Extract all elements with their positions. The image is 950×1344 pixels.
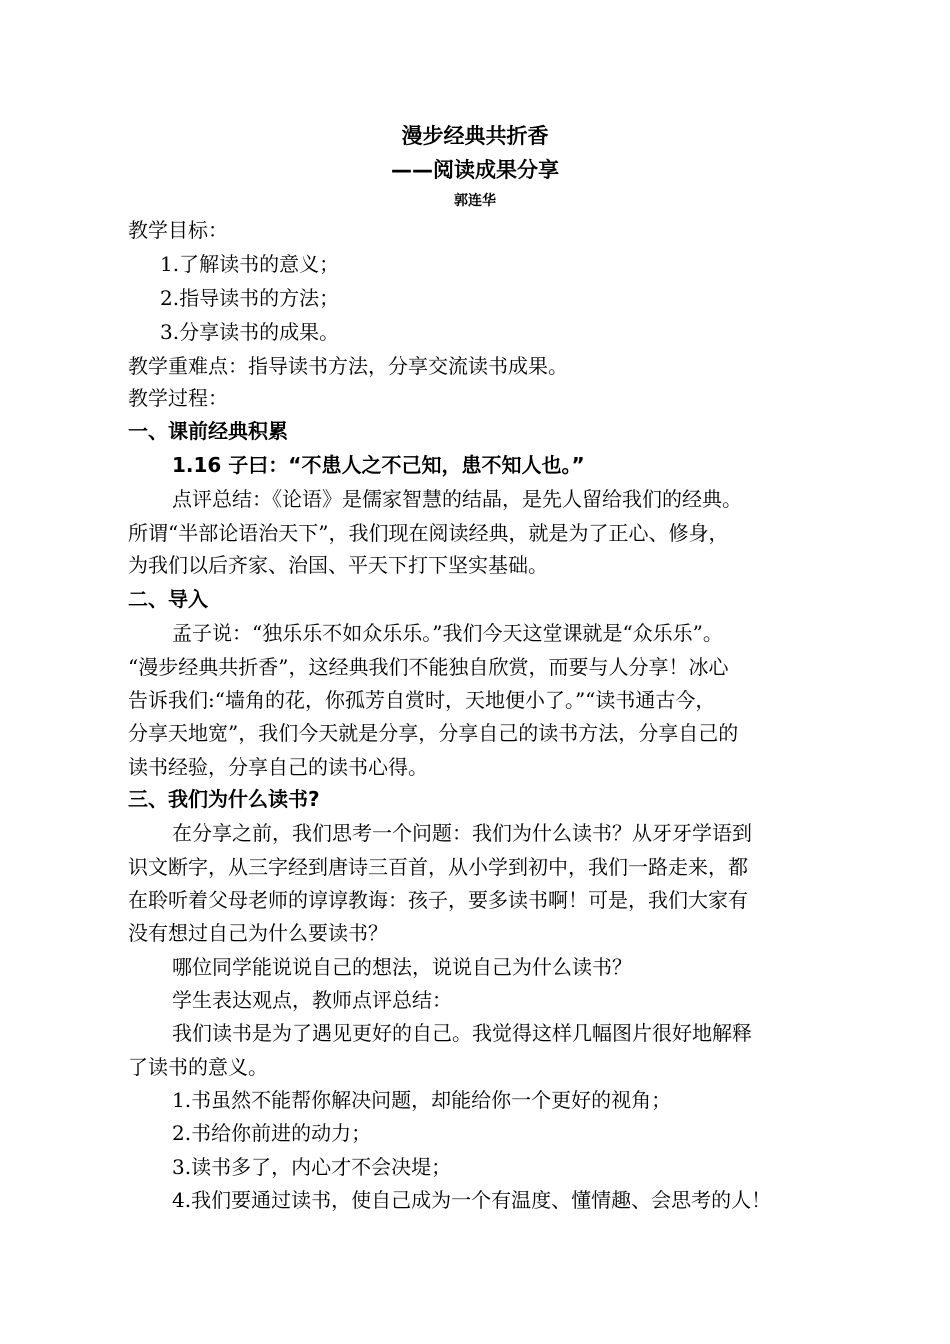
paragraph-line: 哪位同学能说说自己的想法，说说自己为什么读书？	[172, 955, 632, 979]
paragraph-line: 读书经验，分享自己的读书心得。	[128, 755, 428, 779]
paragraph-line: 了读书的意义。	[128, 1055, 268, 1079]
reason-item: 4.我们要通过读书，使自己成为一个有温度、懂情趣、会思考的人！	[172, 1188, 772, 1212]
process-heading: 教学过程：	[128, 386, 228, 410]
section-heading: 一、课前经典积累	[128, 419, 288, 443]
paragraph-line: 告诉我们:“墙角的花，你孤芳自赏时，天地便小了。”“读书通古今，	[128, 688, 716, 712]
paragraph-line: 点评总结：《论语》是儒家智慧的结晶，是先人留给我们的经典。	[172, 487, 742, 511]
paragraph-line: “漫步经典共折香”，这经典我们不能独自欣赏，而要与人分享！冰心	[128, 655, 729, 679]
key-points: 教学重难点：指导读书方法，分享交流读书成果。	[128, 354, 568, 378]
reason-item: 3.读书多了，内心才不会决堤；	[172, 1155, 452, 1179]
paragraph-line: 我们读书是为了遇见更好的自己。我觉得这样几幅图片很好地解释	[172, 1021, 752, 1045]
objective-item: 2.指导读书的方法；	[160, 286, 340, 310]
paragraph-line: 在聆听着父母老师的谆谆教诲：孩子，要多读书啊！可是，我们大家有	[128, 888, 748, 912]
document-title: 漫步经典共折香	[401, 124, 549, 148]
document-subtitle: ——阅读成果分享	[391, 158, 559, 182]
paragraph-line: 没有想过自己为什么要读书？	[128, 921, 388, 945]
paragraph-line: 在分享之前，我们思考一个问题：我们为什么读书？从牙牙学语到	[172, 821, 752, 845]
paragraph-line: 孟子说：“独乐乐不如众乐乐。”我们今天这堂课就是“众乐乐”。	[172, 621, 723, 645]
reason-item: 1.书虽然不能帮你解决问题，却能给你一个更好的视角；	[172, 1088, 672, 1112]
paragraph-line: 所谓“半部论语治天下”，我们现在阅读经典，就是为了正心、修身，	[128, 521, 729, 545]
paragraph-line: 识文断字，从三字经到唐诗三百首，从小学到初中，我们一路走来，都	[128, 855, 748, 879]
section-heading: 二、导入	[128, 587, 208, 611]
paragraph-line: 为我们以后齐家、治国、平天下打下坚实基础。	[128, 553, 548, 577]
classic-quote: 1.16 子曰：“不患人之不己知，患不知人也。”	[172, 453, 585, 477]
section-heading: 三、我们为什么读书?	[128, 787, 320, 811]
reason-item: 2.书给你前进的动力；	[172, 1121, 372, 1145]
objective-item: 3.分享读书的成果。	[160, 320, 340, 344]
objective-item: 1.了解读书的意义；	[160, 252, 340, 276]
paragraph-line: 分享天地宽”，我们今天就是分享，分享自己的读书方法，分享自己的	[128, 721, 739, 745]
objectives-heading: 教学目标：	[128, 218, 228, 242]
document-author: 郭连华	[454, 193, 496, 209]
paragraph-line: 学生表达观点，教师点评总结：	[172, 988, 452, 1012]
